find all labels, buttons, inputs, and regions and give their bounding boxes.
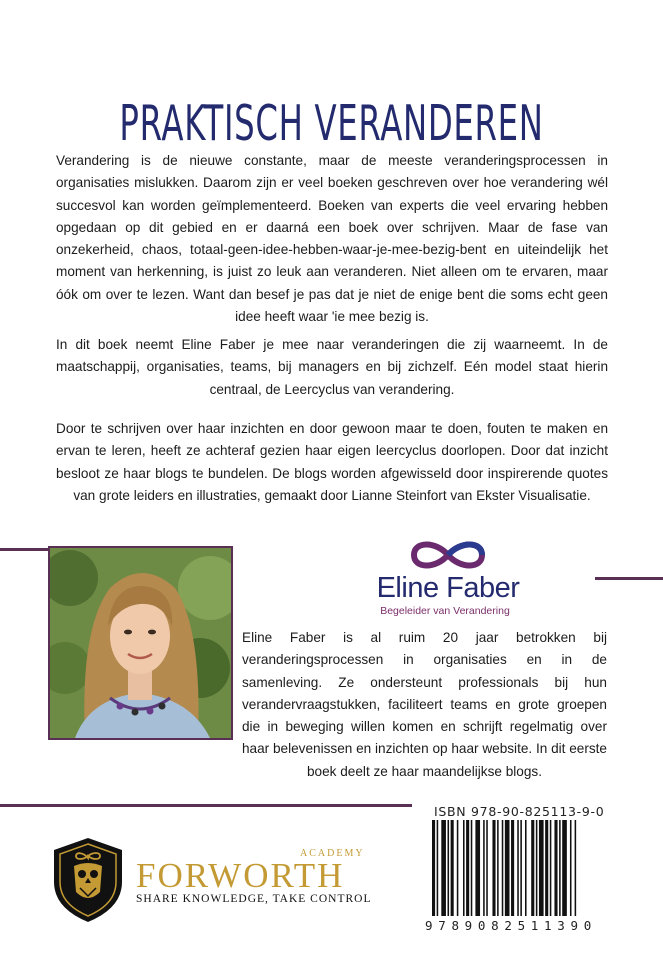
barcode-digits: 9789082511390: [425, 918, 597, 933]
author-brand-name: Eline Faber: [376, 572, 520, 604]
author-photo: [48, 546, 233, 740]
author-bio: Eline Faber is al ruim 20 jaar betrokken bij veranderingsprocessen in organisaties en in de samenleving. Ze ondersteunt professionals bij hun verandervraagstukken, faciliteert teams en grote groepen die in beweging willen komen en schrijft regelmatig over haar belevenissen en inzichten op haar website. In dit eerste boek deelt ze haar maandelijkse blogs.: [242, 630, 607, 779]
divider-bottom: [0, 804, 412, 807]
divider-left: [0, 548, 48, 551]
infinity-icon: [358, 537, 538, 573]
blurb-paragraph-1: Verandering is de nieuwe constante, maar de meeste veranderingsprocessen in organisaties mislukken. Daarom zijn er veel boeken geschreven over hoe verandering wél succesvol kan worden geïmplementeerd. Boeken van experts die veel ervaring hebben opgedaan op dit gebied en er daarná een boek over schrijven. Maar de fase van onzekerheid, chaos, totaal-geen-idee-hebben-waar-je-mee-bezig-bent en uiteindelijk het moment van herkenning, is juist zo leuk aan veranderen. Niet alleen om te ervaren, maar óók om over te lezen. Want dan besef je pas dat je niet de enige bent die soms echt geen idee heeft waar 'ie mee bezig is.: [56, 153, 608, 325]
publisher-tagline: SHARE KNOWLEDGE, TAKE CONTROL: [136, 893, 372, 905]
isbn-label: ISBN 978-90-825113-9-0: [434, 804, 605, 819]
blurb-paragraph-3: Door te schrijven over haar inzichten en door gewoon maar te doen, fouten te maken en ervan te leren, heeft ze achteraf gezien haar eigen leercyclus doorlopen. Door dat inzicht besloot ze haar blogs te bundelen. De blogs worden afgewisseld door inspirerende quotes van grote leiders en illustraties, gemaakt door Lianne Steinfort van Ekster Visualisatie.: [56, 421, 608, 503]
book-title: PRAKTISCH VERANDEREN: [119, 94, 544, 152]
publisher-name: FORWORTH: [136, 856, 345, 895]
owl-shield-icon: [50, 836, 126, 924]
barcode: [432, 820, 632, 920]
divider-right: [595, 577, 663, 580]
forworth-shield-logo: [50, 836, 126, 929]
blurb-paragraph-2: In dit boek neemt Eline Faber je mee naar veranderingen die zij waarneemt. In de maatschappij, organisaties, teams, bij managers en bij zichzelf. Eén model staat hierin centraal, de Leercyclus van verandering.: [56, 337, 608, 397]
author-brand-subtitle: Begeleider van Verandering: [380, 605, 510, 617]
publisher-academy: ACADEMY: [300, 848, 365, 859]
